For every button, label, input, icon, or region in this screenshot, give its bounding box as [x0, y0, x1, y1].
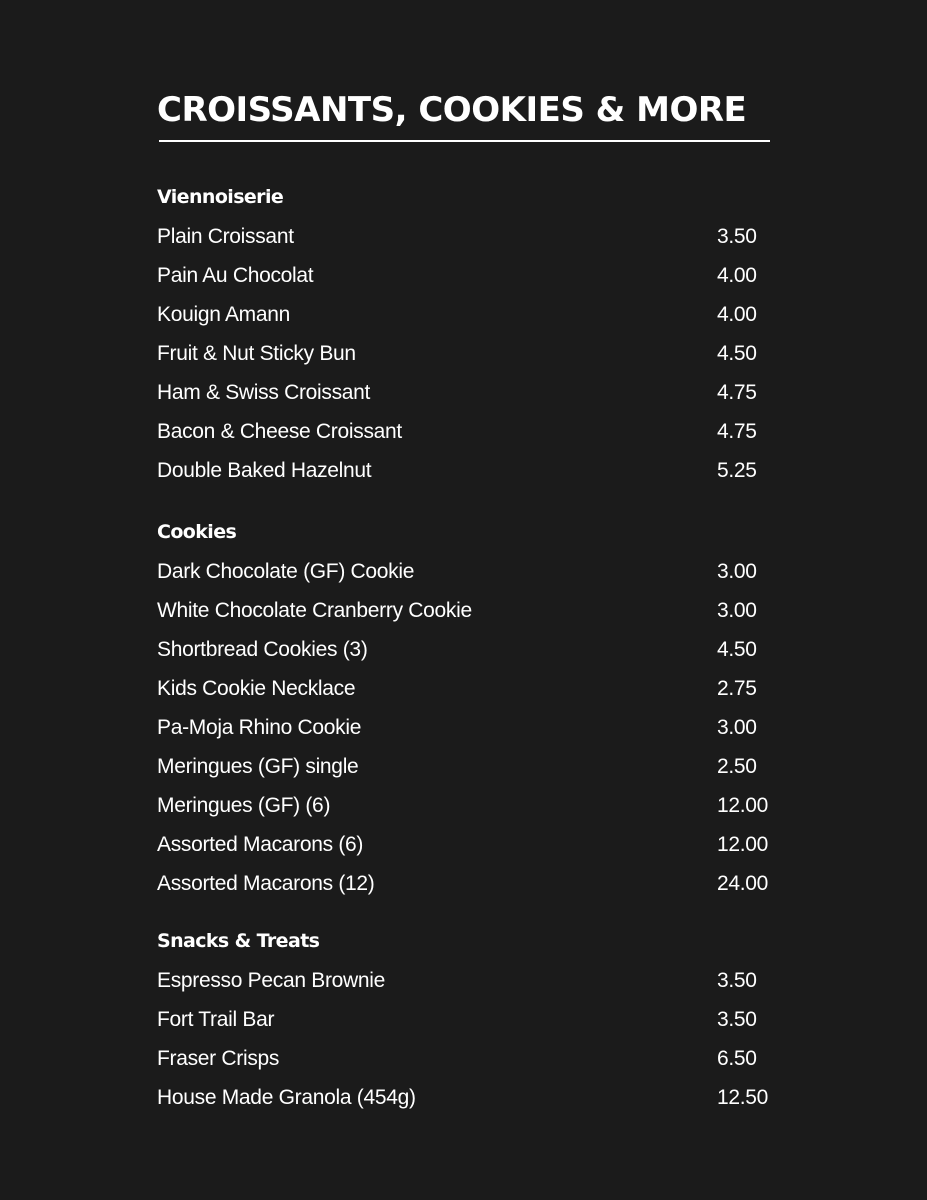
menu-item-name: Meringues (GF) (6): [157, 794, 331, 817]
section-heading: Cookies: [157, 521, 237, 543]
menu-item-price: 2.75: [717, 677, 757, 700]
menu-item-name: Fraser Crisps: [157, 1047, 280, 1070]
menu-item-price: 6.50: [717, 1047, 757, 1070]
menu-item-price: 5.25: [717, 459, 757, 482]
title-divider: [159, 140, 770, 142]
menu-item: [157, 373, 770, 412]
menu-item: [157, 1078, 770, 1117]
menu-item: [157, 961, 770, 1000]
menu-item-name: Bacon & Cheese Croissant: [157, 420, 402, 443]
menu-item-price: 4.50: [717, 638, 757, 661]
menu-item-name: Assorted Macarons (6): [157, 833, 364, 856]
section-heading: Snacks & Treats: [157, 930, 320, 952]
menu-section: [157, 178, 770, 490]
menu-item-price: 4.00: [717, 264, 757, 287]
menu-item: [157, 412, 770, 451]
menu-item-price: 12.00: [717, 794, 769, 817]
menu-item-name: Kids Cookie Necklace: [157, 677, 356, 700]
menu-item-price: 3.50: [717, 1008, 757, 1031]
menu-item: [157, 708, 770, 747]
section-heading: Viennoiserie: [157, 186, 284, 208]
menu-item: [157, 451, 770, 490]
menu-item: [157, 786, 770, 825]
menu-item-price: 24.00: [717, 872, 769, 895]
menu-item-name: Pain Au Chocolat: [157, 264, 314, 287]
menu-item: [157, 591, 770, 630]
menu-item-name: Double Baked Hazelnut: [157, 459, 372, 482]
menu-item: [157, 825, 770, 864]
menu-item-price: 4.00: [717, 303, 757, 326]
menu-item-price: 2.50: [717, 755, 757, 778]
menu-item-name: Shortbread Cookies (3): [157, 638, 368, 661]
menu-item: [157, 295, 770, 334]
menu-item-name: Espresso Pecan Brownie: [157, 969, 386, 992]
page-title: CROISSANTS, COOKIES & MORE: [157, 90, 747, 130]
menu-item-price: 4.75: [717, 381, 757, 404]
menu-item: [157, 630, 770, 669]
menu-item-name: Pa-Moja Rhino Cookie: [157, 716, 362, 739]
menu-item: [157, 669, 770, 708]
menu-item-name: House Made Granola (454g): [157, 1086, 416, 1109]
menu-item: [157, 1039, 770, 1078]
menu-item: [157, 552, 770, 591]
menu-item-name: Fort Trail Bar: [157, 1008, 275, 1031]
menu-item-price: 3.00: [717, 599, 757, 622]
menu-item-name: Fruit & Nut Sticky Bun: [157, 342, 356, 365]
menu-item-price: 4.75: [717, 420, 757, 443]
menu-item-price: 12.50: [717, 1086, 769, 1109]
menu-item-price: 4.50: [717, 342, 757, 365]
menu-item-price: 12.00: [717, 833, 769, 856]
menu-item: [157, 747, 770, 786]
menu-item-name: Ham & Swiss Croissant: [157, 381, 371, 404]
menu-section: [157, 922, 770, 1117]
menu-item: [157, 1000, 770, 1039]
menu-item-name: Kouign Amann: [157, 303, 291, 326]
menu-sections: [157, 178, 770, 1117]
menu-item-name: Meringues (GF) single: [157, 755, 359, 778]
menu-item: [157, 864, 770, 903]
menu-item-price: 3.00: [717, 560, 757, 583]
menu-item-price: 3.50: [717, 225, 757, 248]
menu-item-name: Plain Croissant: [157, 225, 294, 248]
menu-item: [157, 256, 770, 295]
menu-item-price: 3.00: [717, 716, 757, 739]
menu-item-name: Dark Chocolate (GF) Cookie: [157, 560, 415, 583]
menu-section: [157, 513, 770, 903]
menu-item: [157, 334, 770, 373]
menu-item-name: White Chocolate Cranberry Cookie: [157, 599, 472, 622]
menu-item-name: Assorted Macarons (12): [157, 872, 375, 895]
menu-item-price: 3.50: [717, 969, 757, 992]
menu-page: [157, 88, 770, 1117]
menu-item: [157, 217, 770, 256]
